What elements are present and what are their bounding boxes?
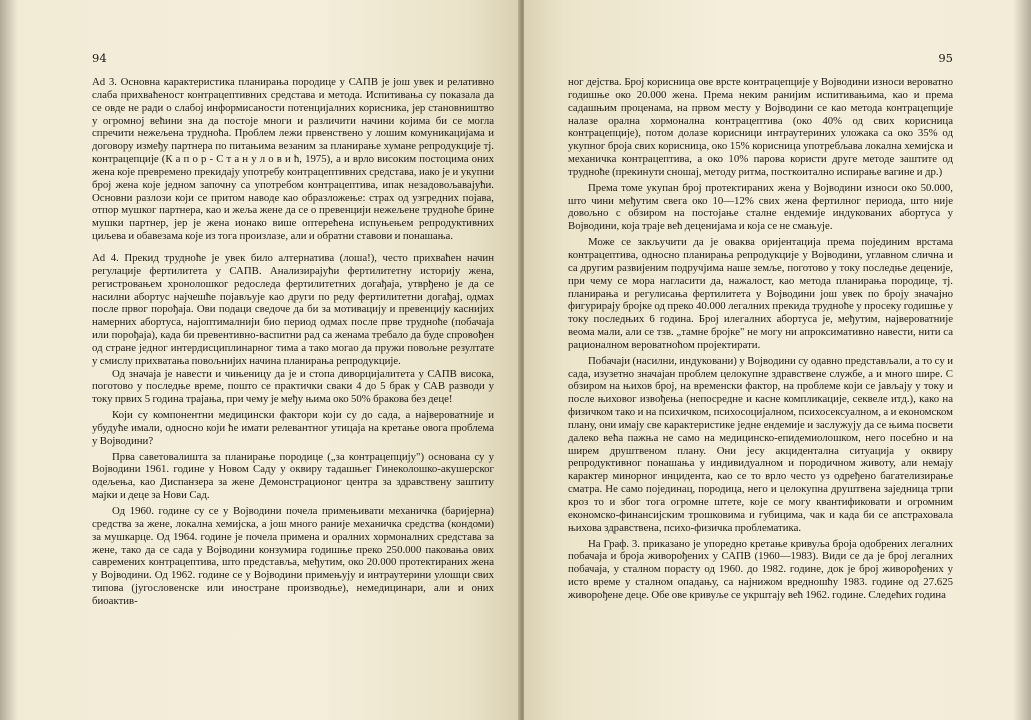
paragraph: Побачаји (насилни, индуковани) у Војводини су одавно представљали, а то су и сада, изузетно значајан проблем целокупне здравствене службе, а и много шире. С обзиром на њихов број, на временски фактор, на проблеме који се јављају у току и после њиховог извођења (непосредне и касне компликације, секвеле итд.), како на физичком тако и на психичком, психосоцијалном, психосексуалном, а и економском плану, они имају све карактеристике једне ендемије и заслужују да се њима посвети далеко већа пажња не само на медицинско-епидемиолошком, него посебно и на ширем друштвеном плану. Они јесу акцидентална ситуација у оквиру репродуктивног понашања у индивидуалном и породичном животу, али немају карактер минорног инцидента, као се то врло често уз одређено багателизирање смaтрa. Не само појединац, породица, него и целокупна друштвена заједница трпи кроз то и због тога огромне штете, које се могу квантификовати и огромним економско-финансијским трошковима и губицима, чак и када би се апстраховала њихова здравствена, психо-физичка проблематика.: [568, 354, 953, 534]
right-page: [524, 0, 1031, 720]
left-page-text: [92, 76, 494, 608]
paragraph: Према томе укупан број протектираних жена у Војводини износи око 50.000, што чини међутим свега око 10—12% свих жена фертилног периода, што није довољно с обзиром на постојање сталне ендемије индукованих абортуса у Војводини, која траје већ деценијама и која се не смањује.: [568, 181, 953, 233]
page-number: 95: [938, 51, 953, 65]
paragraph: Прва саветовалишта за планирање породице („за контрацепцију") основана су у Војводини 1961. године у Новом Саду у оквиру тадашњег Гинеколошко-акушерског одељења, као Диспанзера за жене Демонстрационог центра за здравствену заштиту мајки и деце за Нови Сад.: [92, 450, 494, 502]
paragraph: Ad 4. Прекид трудноће је увек било алтернатива (лоша!), често прихваћен начин регулације фертилитета у САПВ. Анализирајући фертилитетну историју жена, регистровањем хронолошког редоследа фертилитетних догађаја, утврђено је да се насилни абортус најчешће појављује као други по реду фертилитетни догађај, одмах после првог порођаја. Ови подаци сведоче да би за мотивацију и превенцију каснијих намерних абортуса, најоптималнији био период одмах после прве трудноће (побачаја или порођаја), када би превентивно-васпитни рад са женама требало да буде спровођен од стране једног интердисциплинарног тима а тако могао да пружи повољне резултате у смислу прихватања повољнијих начина планирања репродукције.: [92, 251, 494, 367]
page-number: 94: [92, 51, 107, 65]
paragraph: Ad 3. Основна карактеристика планирања породице у САПВ је још увек и релативно слаба прихваћеност контрацептивних средстава и метода. Испитивања су показала да се овде не ради о слабој информисаности потенцијалних корисника, јер становништво у огромној већини зна да постоје многи и различити начини којима би се могла спречити нежељена трудноћа. Проблем лежи првенствено у лошим комуникацијама и договору између партнера по питањима везаним за планирање хумане репродукције тј. контрацепције (К а п о р - С т а н у л о в и ћ, 1975), а и врло високим постоцима оних жена које превремено прекидају употребу контрацептивних средстава, иако је и укупни број жена које једном започну са употребом контрацептива, ипак незадовољавајући. Основни разлози који се притом наводе као образложење: страх од узгредних појава, отпор мушког партнера, као и жеља жене да се о превенцији нежељене трудноће брине мушки партнер, јер је жена ионако више оптерећена испуњењем репродуктивних циљева и обавезама које из тога произлазе, али и обратни ставови и понашања.: [92, 76, 494, 243]
paragraph: Од значаја је навести и чињеницу да је и стопа диворцијалитета у САПВ висока, поготово у последње време, пошто се практички свaки 4 до 5 брак у САВ разводи у току првих 5 година трајања, при чему је међу њима око 50% бракова без деце!: [92, 367, 494, 406]
paragraph: Од 1960. године су се у Војводини почела примењивати механичка (баријерна) средства за жене, локална хемијска, а још много раније механичка средства (кондоми) за мушкарце. Од 1964. године је почела примена и оралних хормоналних средстава за жене, тако да се сада у Војводини конзумира годишње преко 250.000 паковања ових савремених контрацептива, што представља, међутим, око 20.000 протектираних жена у Војводини. Од 1962. године се у Војводини примењују и интраутерини улошци свих типова (југословенске или иностране производње), немедицинари, али и оних биоактив-: [92, 505, 494, 607]
paragraph: ног дејства. Број корисница ове врсте контрацепције у Војводини износи вероватно годишње око 20.000 жена. Према неким ранијим испитивањима, као и према садашњим проценама, на првом месту у Војводини се као метода контрацепције налазе орална хормонална контрацептива (око 40% од свих корисница контрацепције), потом долазе корисници интраутериних уложака са око 35% од укупног броја свих корисница, око 15% корисница употребљава локална хемијска и механичка контрацептива, а око 10% парова користи друге методе заштите од трудноће (прекинути сношај, методу ритма, посткоитално испирање вагине и др.): [568, 76, 953, 178]
page-edge-shadow: [1013, 0, 1031, 720]
paragraph: На Граф. 3. приказано је упоредно кретање кривуља броја одобрених легалних побачаја и броја живорођених у САПВ (1960—1983). Види се да је број легалних побачаја, у сталном порасту од 1960. до 1982. године, док је број живорођених у исто време у сталном опадању, са најнижом вредношћу 1983. године од 27.625 живорођене деце. Обе ове кривуље се укрштају већ 1962. године. Следећих година: [568, 537, 953, 601]
paragraph: Може се закључити да је оваква оријентација према појединим врстама контрацептива, односно планирања репродукције у Војводини, углавном слична и са другим развијеним подручјима наше земље, поготово у току последње деценије, при чему се мора нагласити да, нажалост, као метода планирања породице, тј. планирања и регулисања фертилитета у Војводини још увек по броју значајно фигурирају бројке од преко 40.000 легалних прекида трудноће у просеку годишње у току последњих 6 година. Број илегалних абортуса је, међутим, највероватније веома мали, али се тзв. „тамне бројке" не могу ни апроксимативно навести, нити са рационалном вероватноћом пројектирати.: [568, 236, 953, 351]
right-page-text: [568, 76, 953, 602]
page-edge-shadow: [0, 0, 18, 720]
paragraph: Који су компонентни медицински фактори који су до сада, а највероватније и убудуће имали, односно који ће имати релевантног утицаја на кретање овога проблема у Војводини?: [92, 409, 494, 447]
